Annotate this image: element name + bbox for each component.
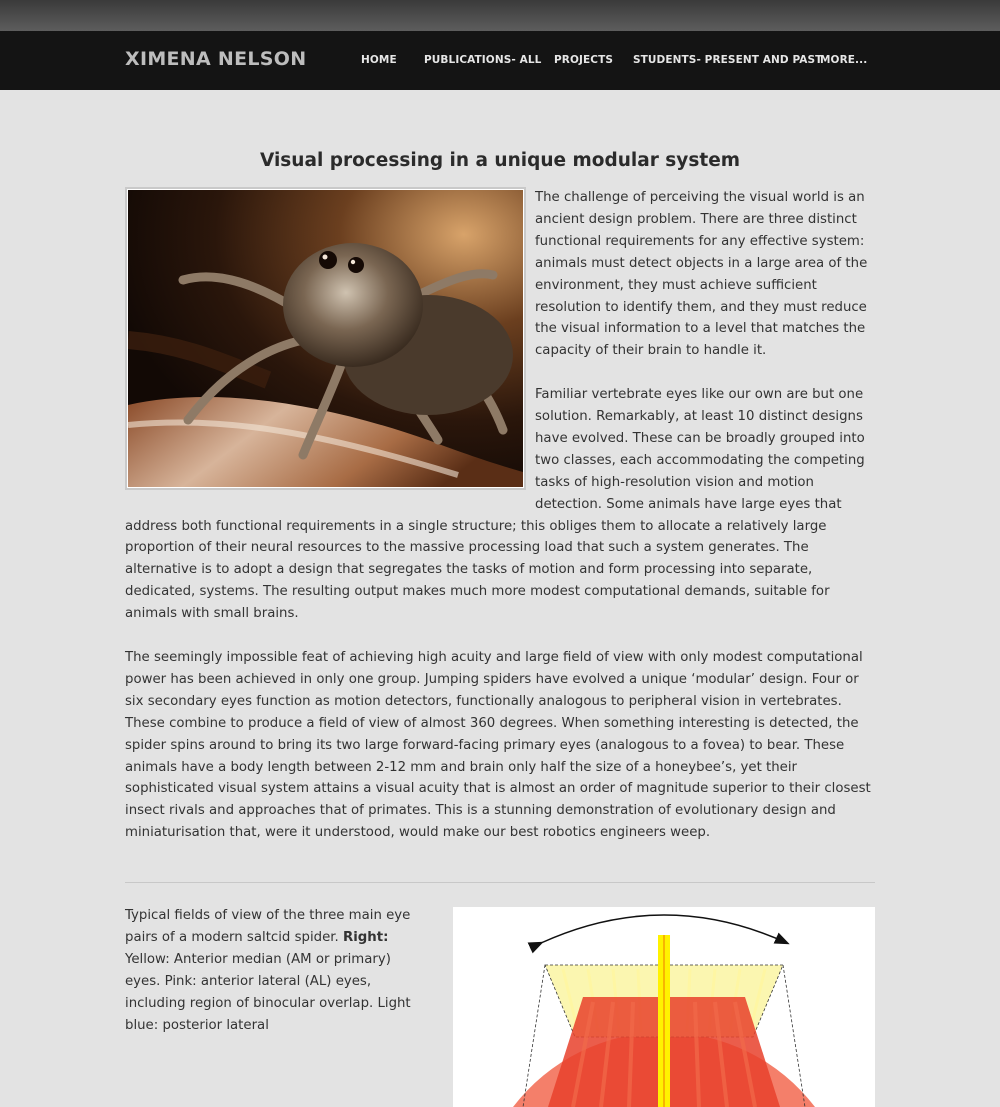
- paragraph-1: The challenge of perceiving the visual world is an ancient design problem. There are three distinct functional requirements for any effective system: animals must detect objects in a large area of the environment, they must achieve sufficient resolution to identify them, and they must reduce the visual information to a level that matches the capacity of their brain to handle it.: [535, 190, 868, 359]
- nav-item-more[interactable]: MORE...: [820, 54, 868, 66]
- top-band: [0, 0, 1000, 31]
- paragraph-3: The seemingly impossible feat of achieving high acuity and large field of view with only modest computational power has been achieved in only one group. Jumping spiders have evolved a unique ‘modular’ design. Four or six secondary eyes function as motion detectors, functionally analogous to peripheral vision in vertebrates. These combine to produce a field of view of almost 360 degrees. When something interesting is detected, the spider spins around to bring its two large forward-facing primary eyes (analogous to a fovea) to bear. These animals have a body length between 2-12 mm and brain only half the size of a honeybee’s, yet their sophisticated visual system attains a visual acuity that is almost an order of magnitude superior to their closest insect rivals and approaches that of primates. This is a stunning demonstration of evolutionary design and miniaturisation that, were it understood, would make our best robotics engineers weep.: [125, 650, 871, 841]
- field-of-view-section: [125, 905, 875, 1105]
- field-of-view-diagram: [453, 907, 875, 1107]
- spider-photo-frame: [125, 187, 526, 490]
- intro-section: [125, 187, 875, 844]
- page-title: Visual processing in a unique modular system: [259, 150, 741, 171]
- nav-item-students[interactable]: STUDENTS- PRESENT AND PAST: [633, 54, 823, 66]
- nav-item-home[interactable]: HOME: [361, 54, 397, 66]
- caption-text-end: Yellow: Anterior median (AM or primary) eyes. Pink: anterior lateral (AL) eyes, including region of binocular overlap. Light blue: posterior lateral: [125, 951, 411, 1033]
- main-content: [125, 90, 875, 1105]
- nav-item-publications[interactable]: PUBLICATIONS- ALL: [424, 54, 542, 66]
- caption-text-start: Typical fields of view of the three main eye pairs of a modern saltcid spider.: [125, 908, 411, 946]
- jumping-spider-photo: [128, 190, 523, 487]
- paragraph-2: Familiar vertebrate eyes like our own are but one solution. Remarkably, at least 10 distinct designs have evolved. These can be broadly grouped into two classes, each accommodating the competing tasks of high-resolution vision and motion detection. Some animals have large eyes that address both functional requirements in a single structure; this obliges them to allocate a relatively large proportion of their neural resources to the massive processing load that such a system generates. The alternative is to adopt a design that segregates the tasks of motion and form processing into separate, dedicated, systems. The resulting output makes much more modest computational demands, suitable for animals with small brains.: [125, 387, 865, 622]
- section-divider: [125, 882, 875, 883]
- nav-item-projects[interactable]: PROJECTS: [554, 54, 614, 66]
- site-title[interactable]: XIMENA NELSON: [125, 48, 307, 70]
- caption-bold-label: Right:: [342, 930, 389, 946]
- figure-caption: [125, 905, 425, 1036]
- navbar: [0, 31, 1000, 90]
